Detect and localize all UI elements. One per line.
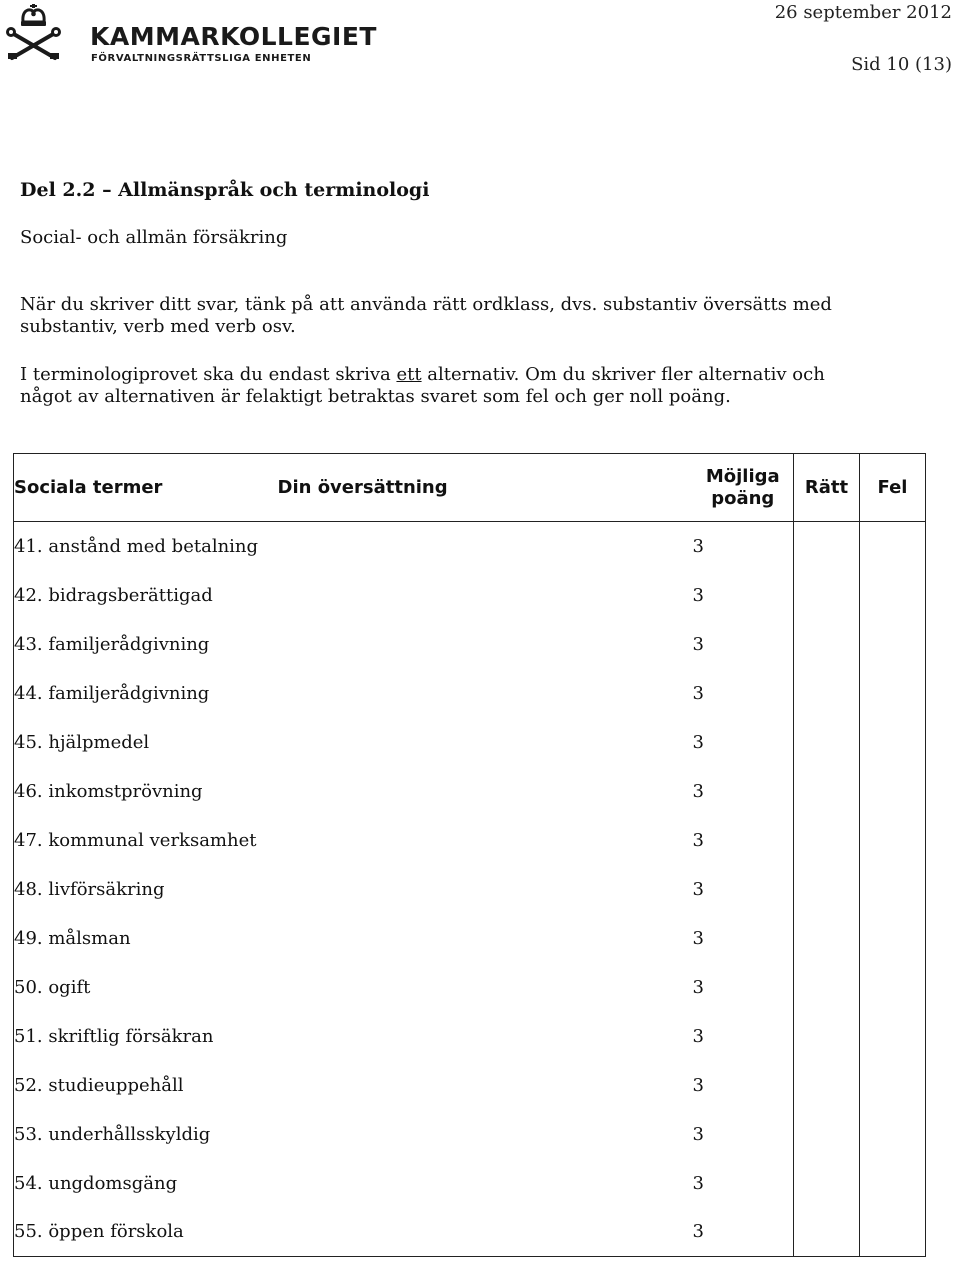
term-cell: 52. studieuppehåll xyxy=(14,1061,693,1110)
possible-points-cell: 3 xyxy=(692,829,704,851)
possible-points-cell: 3 xyxy=(693,1208,794,1257)
correct-mark-cell[interactable] xyxy=(794,1061,860,1110)
table-row xyxy=(14,865,926,914)
instruction-paragraph-word-class: När du skriver ditt svar, tänk på att använda rätt ordklass, dvs. substantiv översätts med substantiv, verb med verb osv. xyxy=(20,294,832,337)
wrong-mark-cell[interactable] xyxy=(860,865,926,914)
table-row xyxy=(14,1110,926,1159)
term-cell: 53. underhållsskyldig xyxy=(14,1110,693,1159)
possible-points-cell: 3 xyxy=(692,535,704,557)
possible-points-cell: 3 xyxy=(692,1074,704,1096)
wrong-mark-cell[interactable] xyxy=(860,522,926,571)
header-possible-points-line1: Möjliga xyxy=(705,465,780,487)
wrong-mark-cell[interactable] xyxy=(860,1208,926,1257)
correct-mark-cell[interactable] xyxy=(794,1208,860,1257)
table-row xyxy=(14,963,926,1012)
instruction-underlined-word: ett xyxy=(396,364,422,385)
table-row xyxy=(14,1012,926,1061)
possible-points-cell: 3 xyxy=(692,976,704,998)
correct-mark-cell[interactable] xyxy=(794,865,860,914)
possible-points-cell: 3 xyxy=(692,780,704,802)
possible-points-cell: 3 xyxy=(692,731,704,753)
instruction-text-end: alternativ. Om du skriver fler alternativ och något av alternativen är felaktigt betraktas svaret som fel och ger noll poäng. xyxy=(20,364,825,407)
wrong-mark-cell[interactable] xyxy=(860,620,926,669)
table-row xyxy=(14,522,926,571)
table-row xyxy=(14,1208,926,1257)
header-your-translation: Din översättning xyxy=(278,454,693,522)
wrong-mark-cell[interactable] xyxy=(860,816,926,865)
wrong-mark-cell[interactable] xyxy=(860,571,926,620)
possible-points-cell: 3 xyxy=(692,878,704,900)
correct-mark-cell[interactable] xyxy=(794,718,860,767)
table-row xyxy=(14,571,926,620)
correct-mark-cell[interactable] xyxy=(794,914,860,963)
header-possible-points-line2: poäng xyxy=(711,487,775,509)
wrong-mark-cell[interactable] xyxy=(860,963,926,1012)
term-cell: 41. anstånd med betalning xyxy=(14,522,693,571)
table-row xyxy=(14,914,926,963)
term-cell: 43. familjerådgivning xyxy=(14,620,693,669)
instruction-paragraph-one-alternative xyxy=(20,364,850,408)
term-cell: 46. inkomstprövning xyxy=(14,767,693,816)
term-cell: 49. målsman xyxy=(14,914,693,963)
possible-points-cell: 3 xyxy=(692,927,704,949)
term-cell: 42. bidragsberättigad xyxy=(14,571,693,620)
correct-mark-cell[interactable] xyxy=(794,816,860,865)
instruction-text-start: I terminologiprovet ska du endast skriva xyxy=(20,364,397,385)
wrong-mark-cell[interactable] xyxy=(860,1012,926,1061)
table-row xyxy=(14,767,926,816)
wrong-mark-cell[interactable] xyxy=(860,669,926,718)
correct-mark-cell[interactable] xyxy=(794,669,860,718)
wrong-mark-cell[interactable] xyxy=(860,1159,926,1208)
table-row xyxy=(14,816,926,865)
wrong-mark-cell[interactable] xyxy=(860,718,926,767)
term-cell: 51. skriftlig försäkran xyxy=(14,1012,693,1061)
header-possible-points xyxy=(693,454,794,522)
possible-points-cell: 3 xyxy=(692,682,704,704)
possible-points-cell: 3 xyxy=(692,1123,704,1145)
crown-crossed-keys-emblem-icon xyxy=(2,0,377,64)
correct-mark-cell[interactable] xyxy=(794,522,860,571)
term-cell: 47. kommunal verksamhet xyxy=(14,816,693,865)
possible-points-cell: 3 xyxy=(692,633,704,655)
table-row xyxy=(14,718,926,767)
correct-mark-cell[interactable] xyxy=(794,1012,860,1061)
header-social-terms: Sociala termer xyxy=(14,454,278,522)
term-cell: 54. ungdomsgäng xyxy=(14,1159,693,1208)
section-subtitle: Social- och allmän försäkring xyxy=(20,227,288,248)
page-number: Sid 10 (13) xyxy=(851,54,952,75)
wrong-mark-cell[interactable] xyxy=(860,1061,926,1110)
wrong-mark-cell[interactable] xyxy=(860,914,926,963)
wrong-mark-cell[interactable] xyxy=(860,767,926,816)
logo-tagline: FÖRVALTNINGSRÄTTSLIGA ENHETEN xyxy=(91,53,312,64)
term-cell: 45. hjälpmedel xyxy=(14,718,693,767)
term-cell: 55. öppen förskola xyxy=(14,1208,693,1257)
section-title: Del 2.2 – Allmänspråk och terminologi xyxy=(20,179,430,201)
table-row xyxy=(14,1061,926,1110)
table-row xyxy=(14,1159,926,1208)
kammarkollegiet-logo xyxy=(2,0,377,64)
table-row xyxy=(14,620,926,669)
table-row xyxy=(14,669,926,718)
wrong-mark-cell[interactable] xyxy=(860,1110,926,1159)
correct-mark-cell[interactable] xyxy=(794,1159,860,1208)
header-wrong: Fel xyxy=(860,454,926,522)
possible-points-cell: 3 xyxy=(692,1172,704,1194)
logo-name: KAMMARKOLLEGIET xyxy=(90,22,377,51)
correct-mark-cell[interactable] xyxy=(794,620,860,669)
header-correct: Rätt xyxy=(794,454,860,522)
term-cell: 44. familjerådgivning xyxy=(14,669,693,718)
possible-points-cell: 3 xyxy=(692,1025,704,1047)
possible-points-cell: 3 xyxy=(692,584,704,606)
correct-mark-cell[interactable] xyxy=(794,1110,860,1159)
terminology-table xyxy=(13,453,926,1257)
term-cell: 48. livförsäkring xyxy=(14,865,693,914)
term-cell: 50. ogift xyxy=(14,963,693,1012)
correct-mark-cell[interactable] xyxy=(794,767,860,816)
table-header-row xyxy=(14,454,926,522)
document-date: 26 september 2012 xyxy=(774,2,952,23)
correct-mark-cell[interactable] xyxy=(794,963,860,1012)
correct-mark-cell[interactable] xyxy=(794,571,860,620)
